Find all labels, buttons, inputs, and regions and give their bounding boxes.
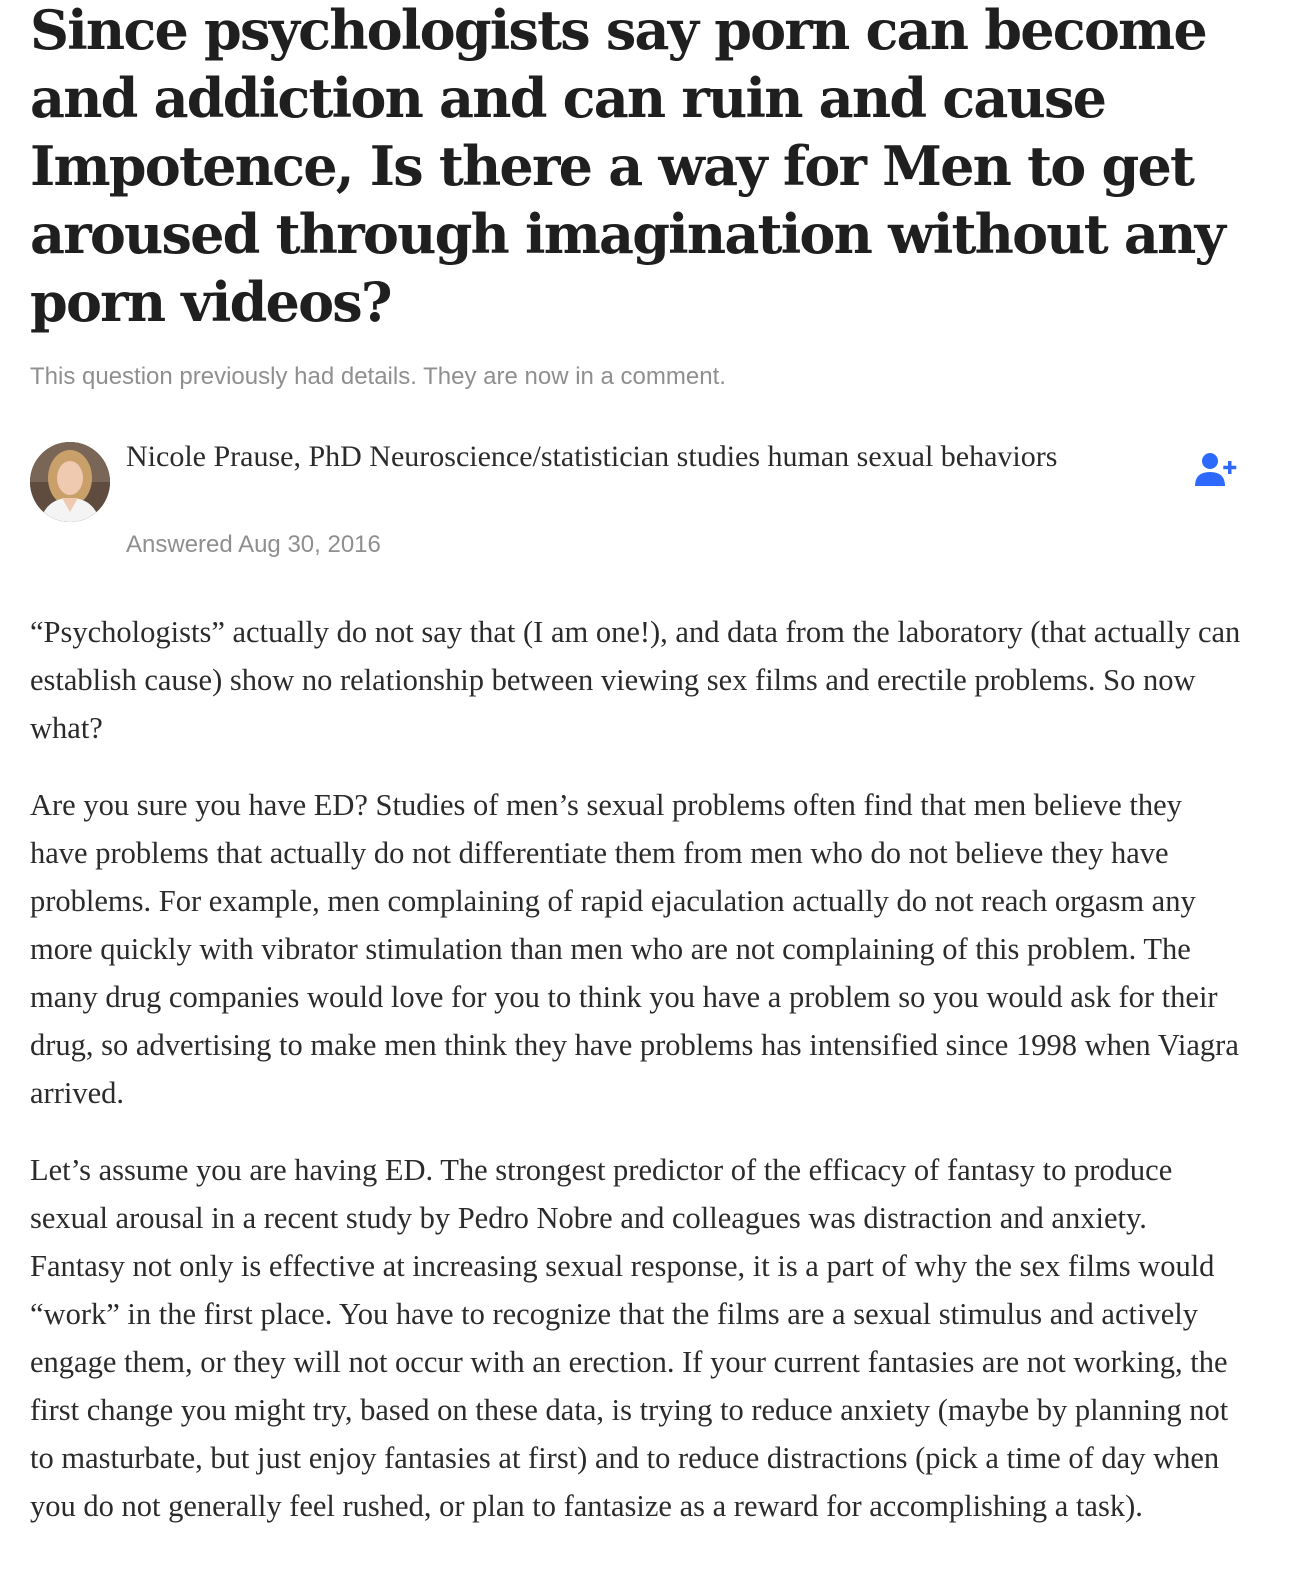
- question-title[interactable]: Since psychologists say porn can become and addiction and can ruin and cause Impotence, Is there a way for Men to get aroused through imagination without any porn videos?: [30, 0, 1225, 334]
- answer-paragraph: “Psychologists” actually do not say that (I am one!), and data from the laboratory (that actually can establish cause) show no relationship between viewing sex films and erectile problems. So now what?: [30, 615, 1241, 745]
- author-photo: [30, 442, 110, 522]
- quora-question-page: [30, 0, 1242, 1559]
- answer-paragraph: Are you sure you have ED? Studies of men’s sexual problems often find that men believe they have problems that actually do not differentiate them from men who do not believe they have problems. For example, men complaining of rapid ejaculation actually do not reach orgasm any more quickly with vibrator stimulation than men who are not complaining of this problem. The many drug companies would love for you to think you have a problem so you would ask for their drug, so advertising to make men think they have problems has intensified since 1998 when Viagra arrived.: [30, 788, 1239, 1110]
- answered-date[interactable]: Answered Aug 30, 2016: [126, 531, 381, 558]
- answer-body: [30, 608, 1242, 1530]
- add-user-icon: [1192, 450, 1240, 490]
- author-credential[interactable]: Nicole Prause, PhD Neuroscience/statistician studies human sexual behaviors: [126, 440, 1058, 473]
- question-details-note: This question previously had details. They are now in a comment.: [30, 363, 726, 390]
- follow-author-button[interactable]: [1192, 450, 1240, 490]
- answer-author-block: [30, 436, 1242, 584]
- answer-paragraph: Let’s assume you are having ED. The strongest predictor of the efficacy of fantasy to produce sexual arousal in a recent study by Pedro Nobre and colleagues was distraction and anxiety. Fantasy not only is effective at increasing sexual response, it is a part of why the sex films would “work” in the first place. You have to recognize that the films are a sexual stimulus and actively engage them, or they will not occur with an erection. If your current fantasies are not working, the first change you might try, based on these data, is trying to reduce anxiety (maybe by planning not to masturbate, but just enjoy fantasies at first) and to reduce distractions (pick a time of day when you do not generally feel rushed, or plan to fantasize as a reward for accomplishing a task).: [30, 1153, 1229, 1523]
- author-avatar[interactable]: [30, 442, 110, 522]
